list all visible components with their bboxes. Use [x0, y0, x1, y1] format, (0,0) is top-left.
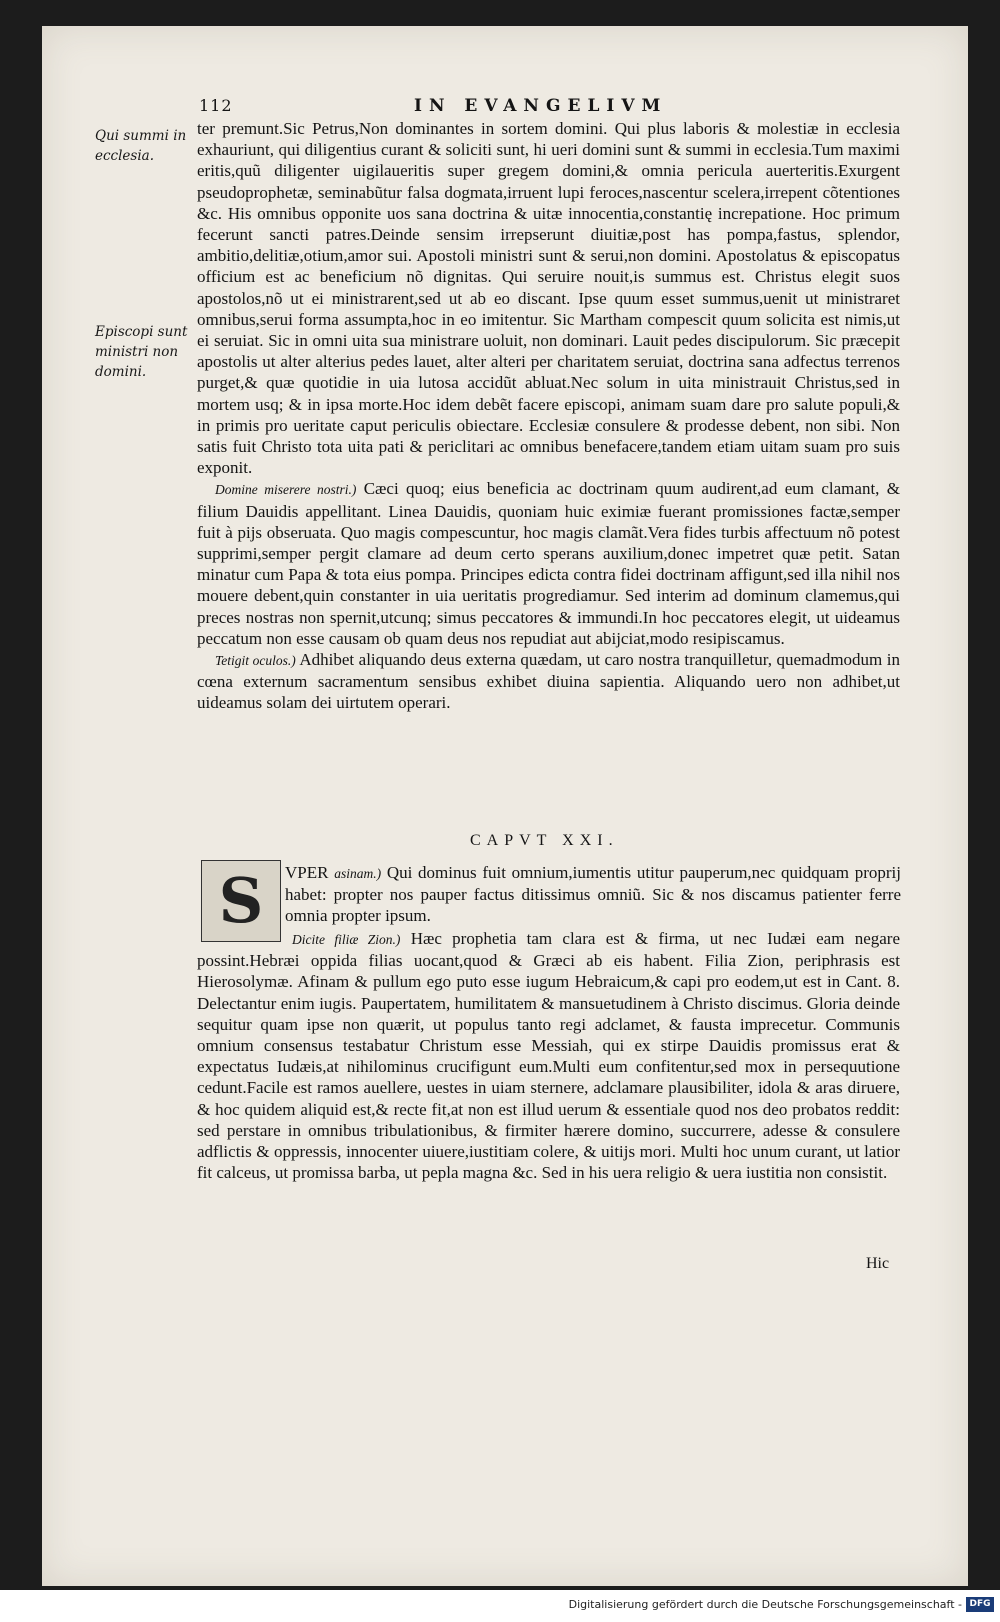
lemma-asinam: asinam.) — [334, 866, 382, 881]
chapter-para-1: Qui dominus fuit omnium,iumentis utitur pauperum,nec quidquam proprij habet: propter nos pauper factus ditissimus omniũ. Sic & nos discamus patienter ferre omnia propter ipsum. — [285, 863, 901, 926]
digitization-credit: Digitalisierung gefördert durch die Deutsche Forschungsgemeinschaft - — [568, 1598, 962, 1611]
chapter-paragraph-2 — [197, 928, 900, 1183]
page-number: 112 — [199, 96, 233, 115]
margin-note-summi: Qui summi in ecclesia. — [95, 128, 187, 164]
margin-note-episcopi: Episcopi sunt ministri non domini. — [95, 324, 188, 380]
running-head — [199, 96, 899, 120]
lemma-super-rest: VPER — [285, 863, 329, 882]
paragraph-3 — [197, 649, 900, 714]
main-text-block — [197, 118, 900, 714]
chapter-text-block — [285, 862, 901, 927]
catchword: Hic — [866, 1255, 890, 1272]
paragraph-2 — [197, 478, 900, 649]
lemma-tetigit: Tetigit oculos.) — [215, 653, 296, 669]
chapter-heading: CAPVT XXI. — [470, 832, 619, 849]
paragraph-1: ter premunt.Sic Petrus,Non dominantes in sortem domini. Qui plus laboris & molestiæ in ecclesia exhauriunt, qui diligentius curant & soliciti sunt, hi ueri domini sunt & summi in ecclesia.Tum maximi eritis,quũ diligenter uigilaueritis super gregem domini,& omnia pericula auerteritis.Exurgent pseudoprophetæ, seminabũtur falsa dogmata,irruent lupi feroces,nascentur scelera,irrepent cõtentiones &c. His omnibus opponite uos sana doctrina & uitæ innocentia,constantię increpatione. Hoc primum fecerunt sancti patres.Deinde sensim irrepserunt diuitiæ,post has pompa,fastus, splendor, ambitio,delitiæ,otium,amor sui. Apostoli ministri sunt & serui,non domini. Apostolatus & episcopatus officium est ac beneficium nõ dignitas. Qui seruire nouit,is summus est. Christus elegit suos apostolos,nõ ut ei ministrarent,sed ut ab eo discant. Ipse quum esset summus,uenit ut ministraret omnibus,serui forma assumpta,hoc in eo imitentur. Sic Martham compescit quum solicita est nimis,ut ei seruiat. Sic in omni uita sua ministrare uoluit, non dominari. Lauit pedes discipulorum. Sic præcepit apostolis ut alter alterius pedes lauet, alter alteri per charitatem seruiat, doctrina sana adfectus terrenos purget,& quæ quotidie in uia lutosa accidũt abluat.Nec solum in uita ministrauit Christus,sed in mortem usq; & in ipsa morte.Hoc idem debẽt facere episcopi, animam suam dare pro salute populi,& in primis pro ueritate caput periculis obiectare. Ecclesiæ consulere & prodesse debent, non sibi. Non satis fuit Christo tota uita pati & periclitari ac omnibus benefacere,tandem etiam uitam suam pro suis exponit. — [197, 119, 900, 478]
footer-bar — [0, 1590, 1000, 1622]
lemma-dicite: Dicite filiæ Zion.) — [292, 932, 401, 947]
lemma-domine: Domine miserere nostri.) — [215, 482, 357, 498]
chapter-text-continued — [197, 928, 900, 1183]
dfg-logo: DFG — [966, 1597, 994, 1612]
paragraph-2-text: Cæci quoq; eius beneficia ac doctrinam quum audirent,ad eum clamant, & filium Dauidis appellitant. Linea Dauidis, quoniam huic eximiæ fuerant promissiones factæ,semper fuit à pijs obseruata. Quo magis compescuntur, hoc magis clamãt.Vera fides turbis affectuum nõ potest supprimi,semper pergit clamare ad deum certo sperans auxilium,donec impetret quæ petit. Satan minatur cum Papa & tota eius pompa. Principes edicta contra fidei doctrinam affigunt,sed illa nihil nos mouere debent,quin constanter in uia ueritatis progrediamur. Sed interim ad dominum clamemus,qui preces nostras non spernit,utcunq; simus peccatores & immundi.In hoc peccatores elegit, ut uideamus peccatum non esse causam ob quam deus nos repudiat aut abijciat,modo resipiscamus. — [197, 479, 901, 648]
running-title: IN EVANGELIVM — [414, 96, 668, 116]
paragraph-3-text: Adhibet aliquando deus externa quædam, ut caro nostra tranquilletur, quemadmodum in cœna externum sacramentum sensibus exhibet diuina sapientia. Aliquando uero non adhibet,ut uideamus solam dei uirtutem operari. — [197, 650, 901, 713]
initial-letter: S — [218, 864, 264, 937]
chapter-para-2: Hæc prophetia tam clara est & firma, ut nec Iudæi eam negare possint.Hebræi oppida filias uocant,quod & Græci ab eis habent. Filia Zion, periphrasis est Hierosolymæ. Afinam & pullum ego puto esse iugum Hebraicum,& capi pro eodem,ut est in Cant. 8. Delectantur enim iugis. Paupertatem, humilitatem & mansuetudinem à Christo discimus. Gloria deinde sequitur quam ipse non quærit, ut populus tanto regi adclamet, & fausta imprecetur. Communis omnium consensus testabatur Christum esse Messiah, qui ex stirpe Dauidis promissus erat & expectatus Iudæis,at nihilominus crucifigunt eum.Multi eum confitentur,sed mox in persequutione cedunt.Facile est ramos auellere, uestes in uiam sternere, adclamare plausibiliter, idola & aras diruere, & hoc quidem aliquid est,& recte fit,at non est illud uerum & essentiale quod nos deo probatos reddit: sed perstare in omnibus tribulationibus, & firmiter hærere domino, succurrere, adesse & consulere adflictis & oppressis, innocenter uiuere,iustitiam colere, & uitijs mori. Multi hoc unum curant, ut latior fit calceus, ut promissa barba, ut pepla magna &c. Sed in his uera religio & uera iustitia non consistit. — [197, 929, 900, 1183]
